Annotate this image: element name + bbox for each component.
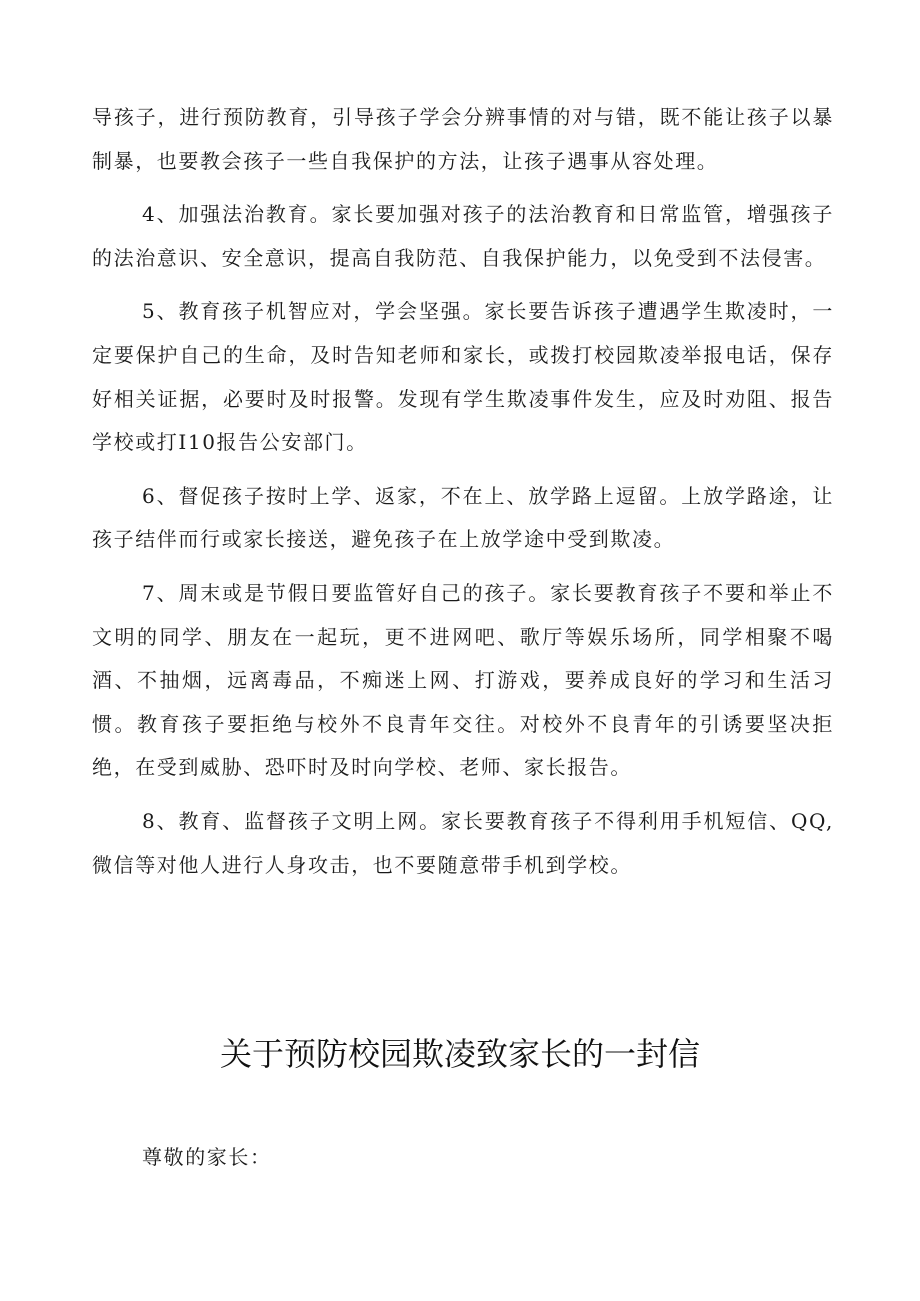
paragraph-item-6: 6、督促孩子按时上学、返家，不在上、放学路上逗留。上放学路途，让孩子结伴而行或家长接送，避免孩子在上放学途中受到欺凌。	[92, 483, 834, 552]
document-body	[92, 96, 834, 897]
letter-title: 关于预防校园欺凌致家长的一封信	[219, 1035, 700, 1073]
paragraph-item-7: 7、周末或是节假日要监管好自己的孩子。家长要教育孩子不要和举止不文明的同学、朋友在一起玩，更不进网吧、歌厅等娱乐场所，同学相聚不喝酒、不抽烟，远离毒品，不痴迷上网、打游戏，要养成良好的学习和生活习惯。教育孩子要拒绝与校外不良青年交往。对校外不良青年的引诱要坚决拒绝，在受到威胁、恐吓时及时向学校、老师、家长报告。	[92, 580, 834, 780]
salutation: 尊敬的家长：	[142, 1145, 272, 1169]
paragraph-item-4: 4、加强法治教育。家长要加强对孩子的法治教育和日常监管，增强孩子的法治意识、安全意识，提高自我防范、自我保护能力，以免受到不法侵害。	[92, 202, 834, 270]
paragraph-item-5: 5、教育孩子机智应对，学会坚强。家长要告诉孩子遭遇学生欺凌时，一定要保护自己的生命，及时告知老师和家长，或拨打校园欺凌举报电话，保存好相关证据，必要时及时报警。发现有学生欺凌事件发生，应及时劝阻、报告学校或打I10报告公安部门。	[92, 299, 834, 455]
paragraph-item-8: 8、教育、监督孩子文明上网。家长要教育孩子不得利用手机短信、QQ,微信等对他人进行人身攻击，也不要随意带手机到学校。	[92, 808, 834, 877]
paragraph-continuation: 导孩子，进行预防教育，引导孩子学会分辨事情的对与错，既不能让孩子以暴制暴，也要教会孩子一些自我保护的方法，让孩子遇事从容处理。	[92, 105, 834, 173]
